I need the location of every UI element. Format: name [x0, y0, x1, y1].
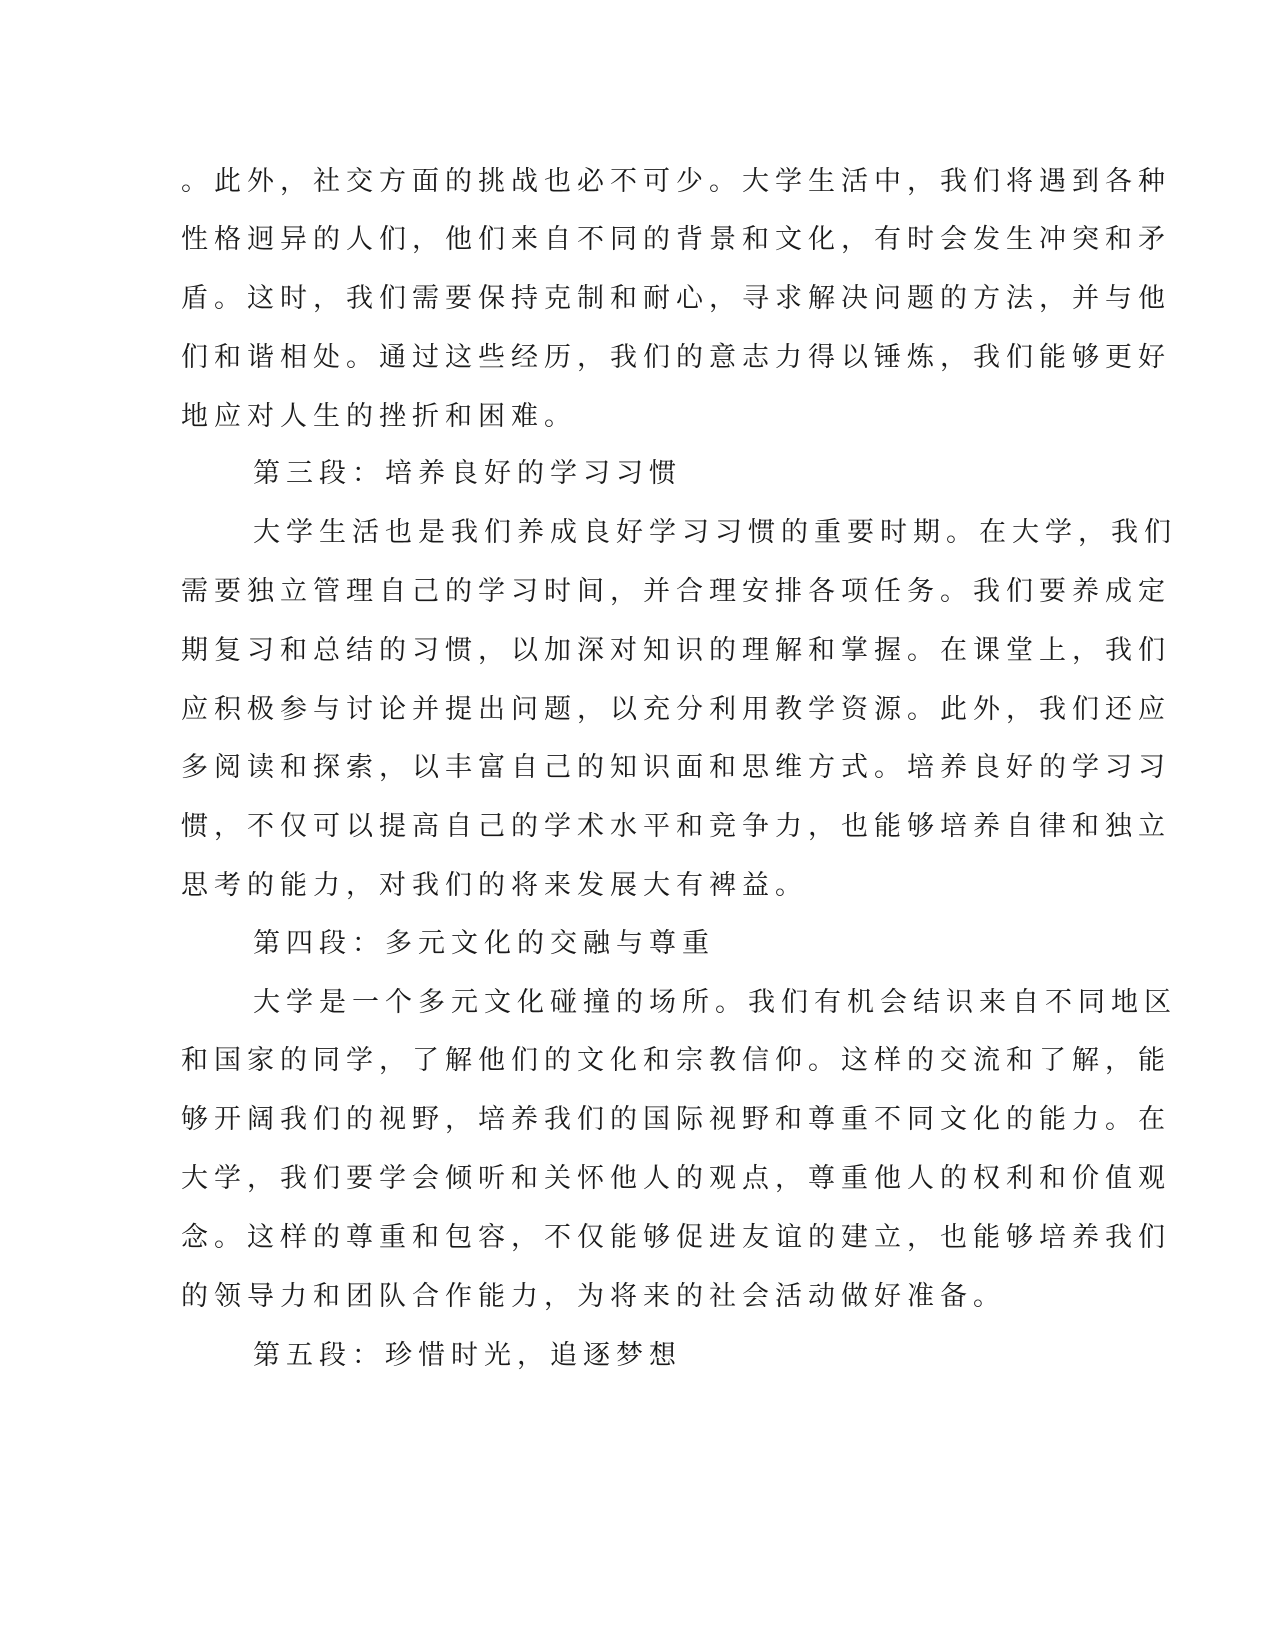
- paragraph-line: 多阅读和探索，以丰富自己的知识面和思维方式。培养良好的学习习: [181, 752, 1171, 783]
- paragraph-line: 性格迥异的人们，他们来自不同的背景和文化，有时会发生冲突和矛: [181, 224, 1171, 255]
- paragraph-line: 需要独立管理自己的学习时间，并合理安排各项任务。我们要养成定: [181, 576, 1171, 607]
- paragraph-line: 们和谐相处。通过这些经历，我们的意志力得以锤炼，我们能够更好: [181, 342, 1171, 373]
- paragraph-line: 惯，不仅可以提高自己的学术水平和竞争力，也能够培养自律和独立: [181, 811, 1171, 842]
- section-heading-5: 第五段：珍惜时光，追逐梦想: [253, 1340, 682, 1371]
- paragraph-line: 大学生活也是我们养成良好学习习惯的重要时期。在大学，我们: [253, 517, 1177, 548]
- paragraph-line: 盾。这时，我们需要保持克制和耐心，寻求解决问题的方法，并与他: [181, 283, 1171, 314]
- paragraph-line: 。此外，社交方面的挑战也必不可少。大学生活中，我们将遇到各种: [181, 166, 1171, 197]
- paragraph-line: 和国家的同学，了解他们的文化和宗教信仰。这样的交流和了解，能: [181, 1045, 1171, 1076]
- paragraph-line: 念。这样的尊重和包容，不仅能够促进友谊的建立，也能够培养我们: [181, 1222, 1171, 1253]
- paragraph-line: 大学，我们要学会倾听和关怀他人的观点，尊重他人的权利和价值观: [181, 1163, 1171, 1194]
- paragraph-line: 思考的能力，对我们的将来发展大有裨益。: [181, 870, 808, 901]
- section-heading-4: 第四段：多元文化的交融与尊重: [253, 928, 715, 959]
- paragraph-line: 地应对人生的挫折和困难。: [181, 401, 577, 432]
- paragraph-line: 够开阔我们的视野，培养我们的国际视野和尊重不同文化的能力。在: [181, 1104, 1171, 1135]
- paragraph-line: 的领导力和团队合作能力，为将来的社会活动做好准备。: [181, 1281, 1006, 1312]
- paragraph-line: 大学是一个多元文化碰撞的场所。我们有机会结识来自不同地区: [253, 987, 1177, 1018]
- paragraph-line: 期复习和总结的习惯，以加深对知识的理解和掌握。在课堂上，我们: [181, 635, 1171, 666]
- section-heading-3: 第三段：培养良好的学习习惯: [253, 458, 682, 489]
- paragraph-line: 应积极参与讨论并提出问题，以充分利用教学资源。此外，我们还应: [181, 694, 1171, 725]
